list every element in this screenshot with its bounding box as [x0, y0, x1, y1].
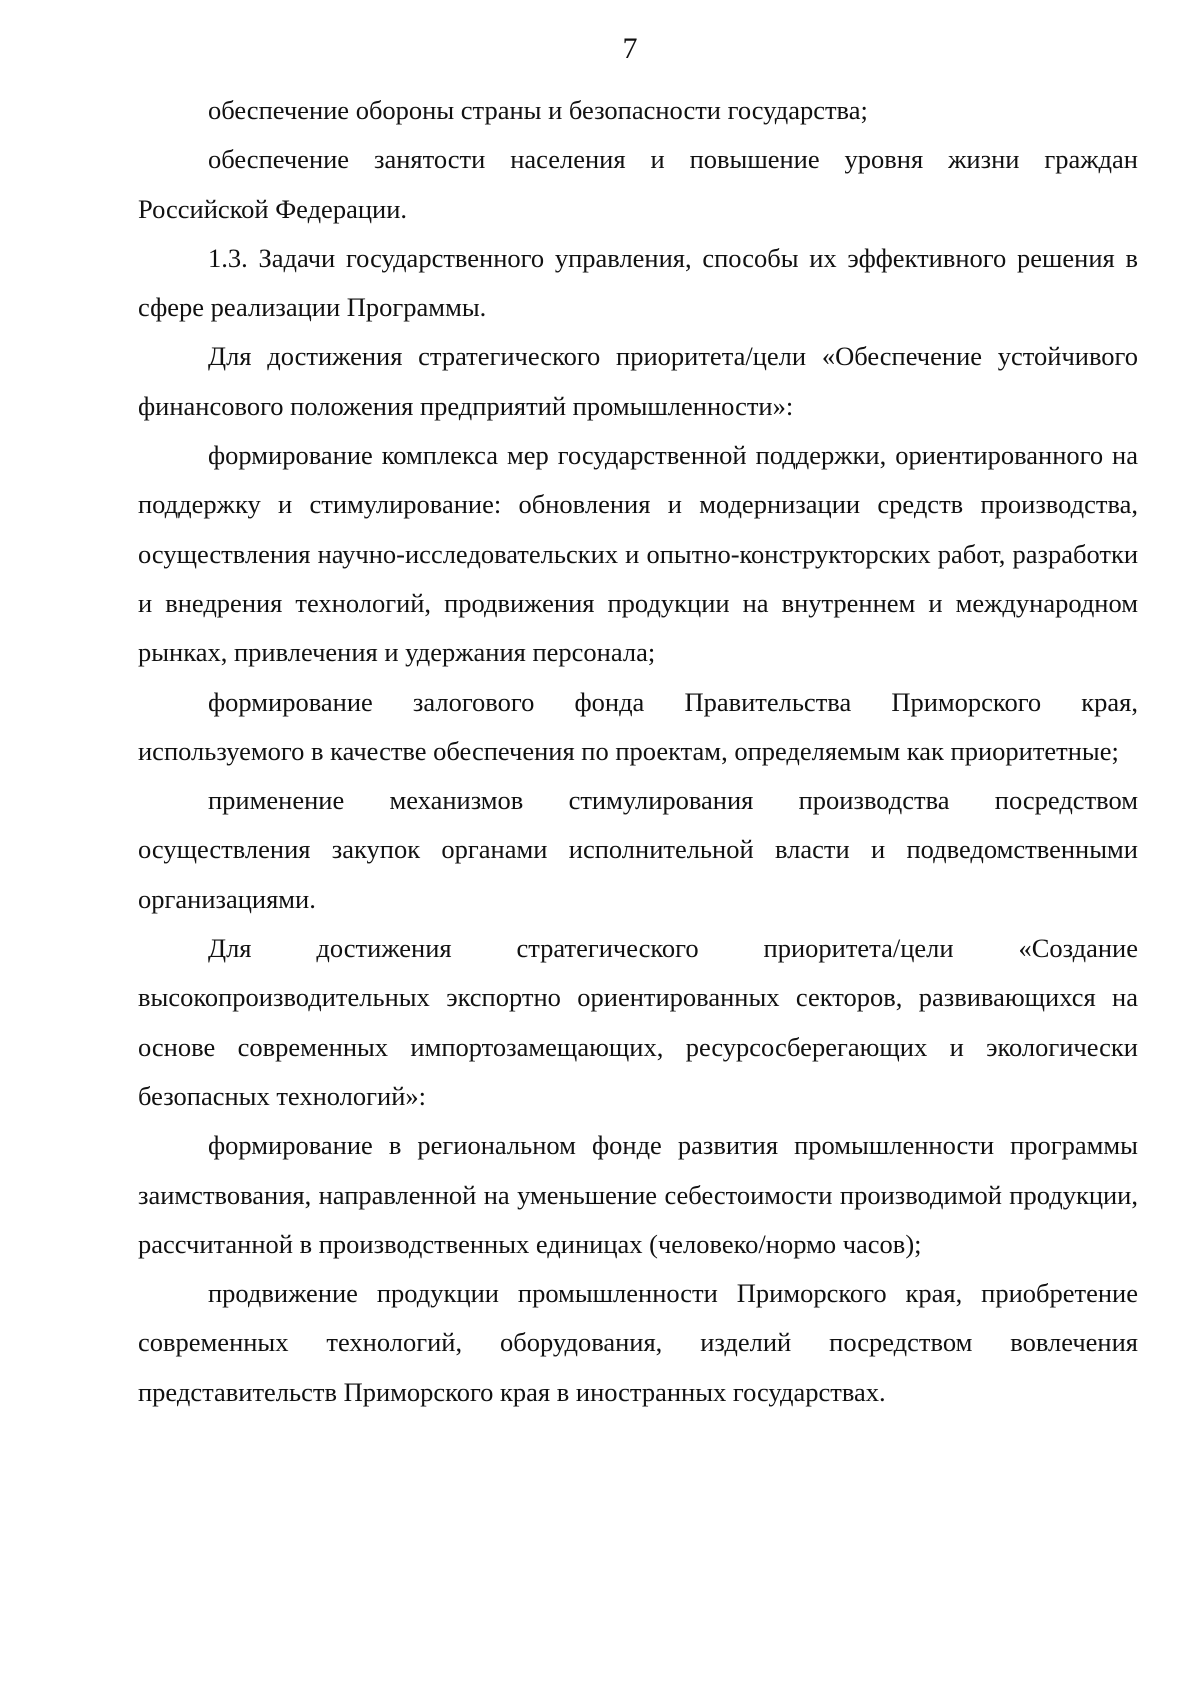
paragraph-procurement: применение механизмов стимулирования производства посредством осуществления закупок органами исполнительной власти и подведомственными организациями.	[138, 785, 1138, 914]
paragraph-priority-financial: Для достижения стратегического приоритета/цели «Обеспечение устойчивого финансового положения предприятий промышленности»:	[138, 341, 1138, 421]
paragraph-collateral-fund: формирование залогового фонда Правительства Приморского края, используемого в качестве обеспечения по проектам, определяемым как приоритетные;	[138, 686, 1138, 766]
paragraph-employment: обеспечение занятости населения и повышение уровня жизни граждан Российской Федерации.	[138, 144, 1138, 224]
paragraph-defense: обеспечение обороны страны и безопасности государства;	[208, 95, 868, 125]
section-heading-1-3: 1.3. Задачи государственного управления, способы их эффективного решения в сфере реализации Программы.	[138, 242, 1138, 323]
paragraph-promotion: продвижение продукции промышленности Приморского края, приобретение современных технологий, оборудования, изделий посредством вовлечения представительств Приморского края в иностранных государствах.	[138, 1278, 1138, 1407]
paragraph-borrowing-program: формирование в региональном фонде развития промышленности программы заимствования, направленной на уменьшение себестоимости производимой продукции, рассчитанной в производственных единицах (человеко/нормо часов);	[138, 1130, 1138, 1259]
paragraph-support-measures: формирование комплекса мер государственной поддержки, ориентированного на поддержку и стимулирование: обновления и модернизации средств производства, осуществления научно-исследовательских и опытно-конструкторских работ, разработки и внедрения технологий, продвижения продукции на внутреннем и международном рынках, привлечения и удержания персонала;	[138, 440, 1138, 668]
page-number: 7	[622, 32, 638, 65]
body-text	[138, 86, 1138, 1417]
paragraph-priority-export: Для достижения стратегического приоритета/цели «Создание высокопроизводительных экспортно ориентированных секторов, развивающихся на основе современных импортозамещающих, ресурсосберегающих и экологически безопасных технологий»:	[138, 933, 1138, 1111]
